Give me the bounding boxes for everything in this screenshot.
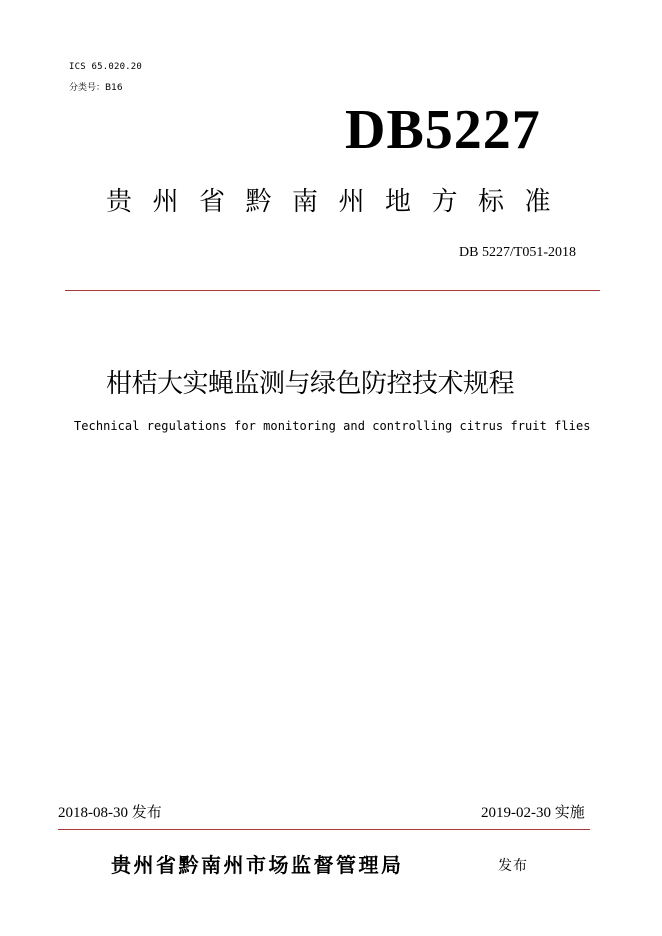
- ics-code: ICS 65.020.20: [69, 62, 143, 72]
- issuer-suffix: 发布: [498, 858, 528, 874]
- top-divider: [65, 290, 600, 291]
- category-number: 分类号：B16: [69, 83, 123, 93]
- standard-code: DB5227: [345, 99, 541, 161]
- issuing-authority: 贵州省黔南州市场监督管理局: [111, 853, 404, 877]
- bottom-divider: [58, 829, 590, 830]
- standard-type: 贵州省黔南州地方标准: [106, 187, 572, 217]
- document-title-english: Technical regulations for monitoring and controlling citrus fruit flies: [74, 419, 591, 433]
- issue-date: 2018-08-30 发布: [58, 805, 162, 821]
- document-title-chinese: 柑桔大实蝇监测与绿色防控技术规程: [106, 369, 515, 399]
- implementation-date: 2019-02-30 实施: [481, 805, 585, 821]
- standard-number: DB 5227/T051-2018: [459, 245, 577, 260]
